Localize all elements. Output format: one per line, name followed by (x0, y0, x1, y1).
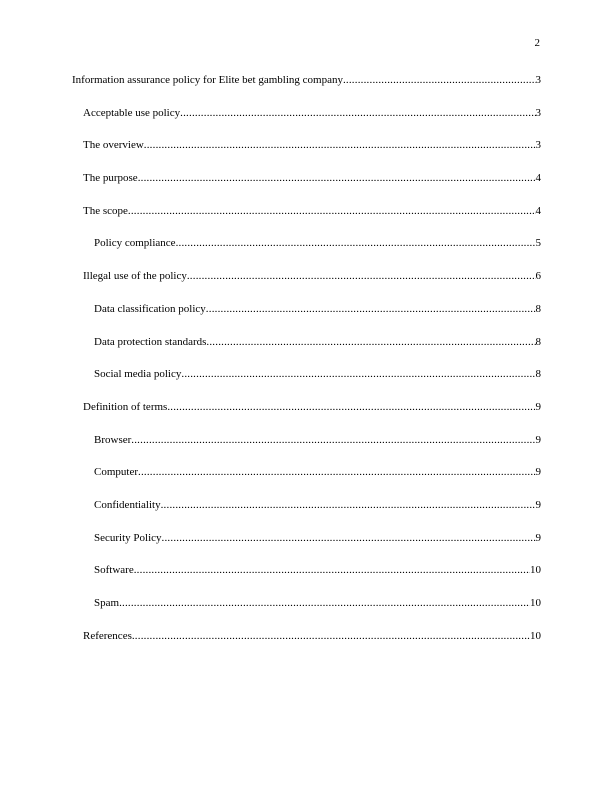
toc-entry-page: 9 (535, 498, 541, 511)
toc-entry-the-scope[interactable] (72, 203, 541, 236)
toc-entry-label: Data classification policy (94, 302, 206, 315)
toc-entry-label: Confidentiality (94, 498, 161, 511)
toc-entry-label: Security Policy (94, 531, 162, 544)
toc-entry-page: 5 (535, 237, 541, 250)
toc-entry-confidentiality[interactable] (72, 497, 541, 530)
toc-dot-leader (128, 203, 536, 219)
toc-dot-leader (162, 530, 536, 546)
toc-dot-leader (131, 432, 535, 448)
toc-dot-leader (138, 170, 536, 186)
toc-entry-page: 8 (535, 302, 541, 315)
toc-dot-leader (161, 497, 536, 513)
toc-entry-the-overview[interactable] (72, 137, 541, 170)
toc-entry-label: Illegal use of the policy (83, 270, 187, 283)
toc-entry-page: 4 (535, 172, 541, 185)
toc-entry-page: 10 (530, 597, 541, 609)
page-number: 2 (534, 37, 540, 49)
toc-entry-illegal-use-of-the-policy[interactable] (72, 268, 541, 301)
toc-entry-data-protection-standards[interactable] (72, 334, 541, 367)
toc-entry-references[interactable] (72, 628, 541, 661)
toc-dot-leader (206, 334, 535, 350)
toc-entry-the-purpose[interactable] (72, 170, 541, 203)
toc-entry-browser[interactable] (72, 432, 541, 465)
toc-dot-leader (132, 628, 530, 644)
toc-entry-spam[interactable] (72, 595, 541, 628)
toc-entry-page: 3 (535, 74, 541, 86)
toc-dot-leader (134, 562, 530, 578)
toc-entry-label: Social media policy (94, 368, 182, 381)
toc-entry-page: 3 (535, 139, 541, 152)
toc-entry-label: Software (94, 564, 134, 577)
toc-entry-label: The overview (83, 139, 144, 152)
toc-entry-computer[interactable] (72, 464, 541, 497)
toc-entry-label: Information assurance policy for Elite bet gambling company (72, 74, 343, 86)
toc-entry-security-policy[interactable] (72, 530, 541, 563)
toc-entry-page: 6 (535, 270, 541, 283)
table-of-contents (72, 72, 541, 660)
toc-entry-information-assurance-policy[interactable] (72, 72, 541, 105)
toc-dot-leader (176, 235, 536, 251)
toc-entry-social-media-policy[interactable] (72, 366, 541, 399)
toc-entry-page: 3 (535, 106, 541, 119)
toc-entry-page: 9 (535, 433, 541, 446)
toc-entry-page: 9 (535, 466, 541, 479)
toc-dot-leader (206, 301, 536, 317)
toc-dot-leader (119, 595, 530, 611)
toc-dot-leader (187, 268, 536, 284)
toc-entry-page: 10 (530, 564, 541, 577)
toc-dot-leader (144, 137, 536, 153)
toc-entry-data-classification-policy[interactable] (72, 301, 541, 334)
toc-entry-page: 10 (530, 629, 541, 642)
toc-entry-label: Definition of terms (83, 400, 168, 413)
toc-entry-label: References (83, 629, 132, 642)
toc-entry-label: The purpose (83, 172, 138, 185)
toc-dot-leader (138, 464, 536, 480)
toc-entry-label: Browser (94, 433, 132, 446)
toc-entry-page: 9 (535, 531, 541, 544)
toc-entry-acceptable-use-policy[interactable] (72, 105, 541, 138)
toc-entry-label: Data protection standards (94, 335, 207, 348)
toc-entry-definition-of-terms[interactable] (72, 399, 541, 432)
toc-dot-leader (180, 105, 535, 121)
toc-dot-leader (343, 72, 536, 88)
toc-entry-label: Acceptable use policy (83, 106, 181, 119)
toc-entry-software[interactable] (72, 562, 541, 595)
toc-entry-page: 4 (535, 204, 541, 217)
toc-entry-label: Policy compliance (94, 237, 176, 250)
toc-dot-leader (167, 399, 535, 415)
toc-entry-policy-compliance[interactable] (72, 235, 541, 268)
toc-entry-page: 8 (535, 335, 541, 348)
toc-entry-label: Computer (94, 466, 138, 479)
toc-dot-leader (181, 366, 535, 382)
toc-entry-page: 9 (535, 400, 541, 413)
toc-entry-label: Spam (94, 597, 120, 609)
toc-entry-label: The scope (83, 204, 128, 217)
toc-entry-page: 8 (535, 368, 541, 381)
